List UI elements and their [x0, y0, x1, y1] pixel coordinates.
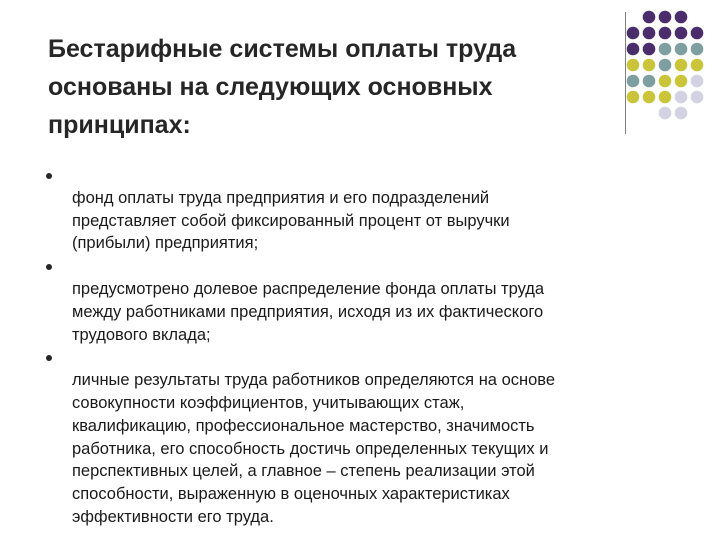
- dot-teal: [659, 43, 672, 56]
- dot-olive: [627, 59, 640, 72]
- dot-olive: [675, 59, 688, 72]
- dot-teal: [627, 75, 640, 88]
- dot-purple: [675, 11, 688, 24]
- dot-purple: [643, 27, 656, 40]
- dot-lavender: [659, 107, 672, 120]
- list-item-text: предусмотрено долевое распределение фонда оплаты труда между работниками предприятия, исходя из их фактического трудового вклада;: [72, 279, 545, 344]
- dot-purple: [675, 27, 688, 40]
- list-item: [46, 255, 666, 346]
- dot-olive: [691, 59, 704, 72]
- dot-lavender: [691, 91, 704, 104]
- bullet-list: [46, 164, 666, 529]
- dot-olive: [643, 91, 656, 104]
- list-item: [46, 346, 666, 528]
- dot-purple: [659, 27, 672, 40]
- list-item: [46, 164, 666, 255]
- dot-purple: [643, 43, 656, 56]
- dot-lavender: [691, 75, 704, 88]
- bullet-dot-icon: [46, 173, 52, 179]
- vertical-divider: [625, 12, 626, 134]
- dot-lavender: [675, 107, 688, 120]
- dot-purple: [691, 27, 704, 40]
- list-item-text: фонд оплаты труда предприятия и его подразделений представляет собой фиксированный процент от выручки (прибыли) предприятия;: [72, 188, 510, 253]
- dot-purple: [643, 11, 656, 24]
- dot-teal: [691, 43, 704, 56]
- dot-olive: [659, 75, 672, 88]
- bullet-dot-icon: [46, 355, 52, 361]
- dot-teal: [675, 43, 688, 56]
- dot-olive: [675, 75, 688, 88]
- dot-teal: [659, 59, 672, 72]
- dot-purple: [659, 11, 672, 24]
- dot-olive: [627, 91, 640, 104]
- slide-title: Бестарифные системы оплаты труда основаны на следующих основных принципах:: [48, 35, 517, 139]
- dot-olive: [643, 59, 656, 72]
- dot-purple: [627, 27, 640, 40]
- dot-lavender: [675, 91, 688, 104]
- dot-teal: [643, 75, 656, 88]
- dot-purple: [627, 43, 640, 56]
- bullet-dot-icon: [46, 264, 52, 270]
- dot-olive: [659, 91, 672, 104]
- list-item-text: личные результаты труда работников определяются на основе совокупности коэффициентов, учитывающих стаж, квалификацию, профессиональное мастерство, значимость работника, его способность достичь определенных текущих и перспективных целей, а главное – степень реализации этой способности, выраженную в оценочных характеристиках эффективности его труда.: [72, 371, 556, 526]
